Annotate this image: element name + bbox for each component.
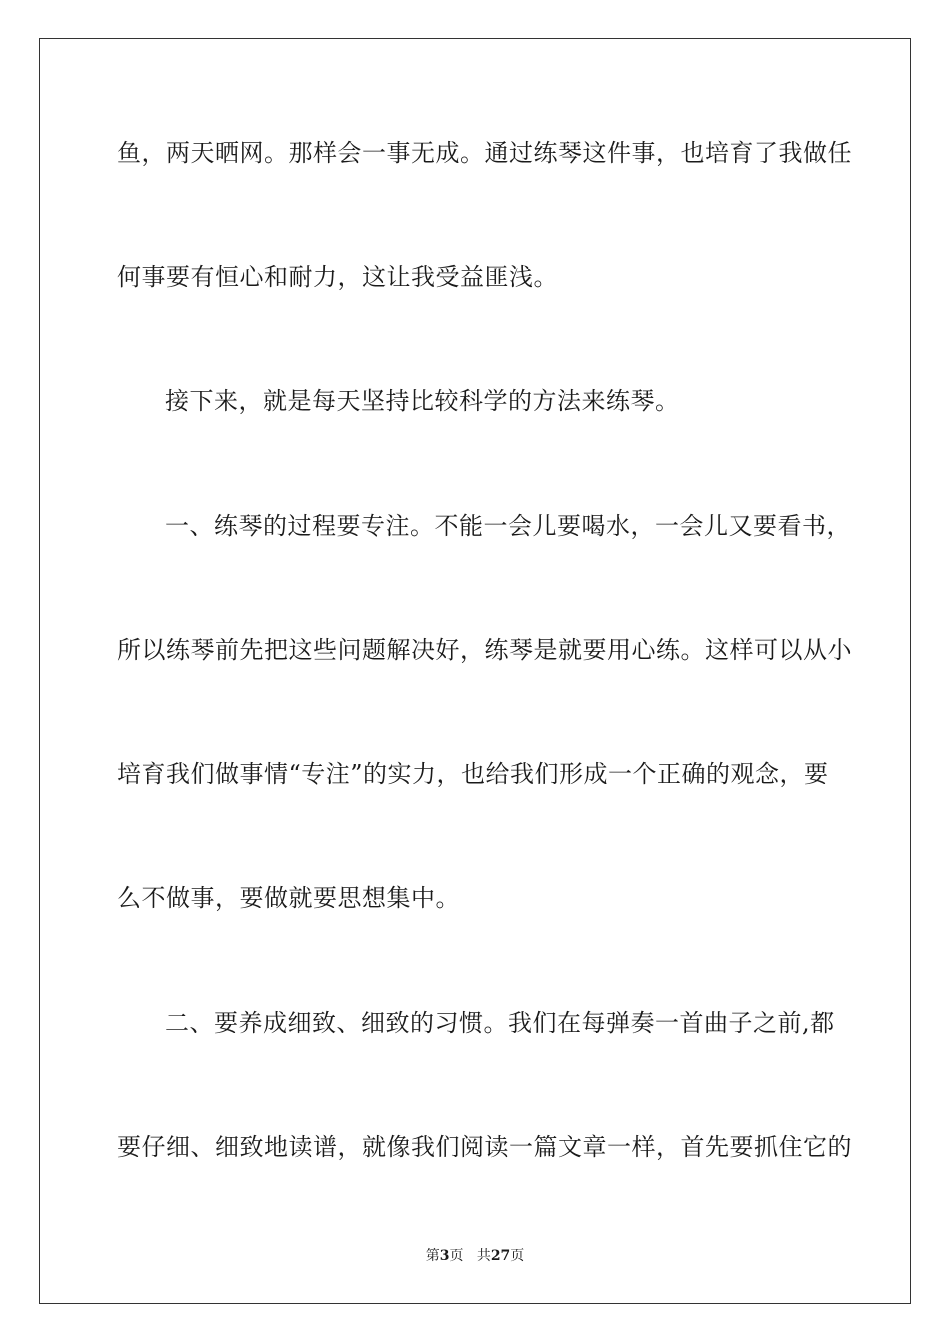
- footer-total-prefix: 共: [476, 1248, 491, 1264]
- paragraph-two-line-1: 二、要养成细致、细致的习惯。我们在每弹奏一首曲子之前,都: [165, 1009, 835, 1037]
- text-line-1: 鱼，两天晒网。那样会一事无成。通过练琴这件事，也培育了我做任: [117, 139, 852, 167]
- paragraph-two-line-2: 要仔细、细致地读谱，就像我们阅读一篇文章一样，首先要抓住它的: [117, 1133, 852, 1161]
- footer-total-pages: 27: [490, 1248, 511, 1264]
- paragraph-one-line-2: 所以练琴前先把这些问题解决好，练琴是就要用心练。这样可以从小: [117, 636, 852, 664]
- footer-page-suffix: 页: [449, 1248, 464, 1264]
- paragraph-one-line-4: 么不做事，要做就要思想集中。: [117, 884, 460, 912]
- page-footer: [0, 1246, 950, 1266]
- page-frame: [39, 38, 911, 1304]
- text-line-2: 何事要有恒心和耐力，这让我受益匪浅。: [117, 263, 558, 291]
- paragraph-intro: 接下来，就是每天坚持比较科学的方法来练琴。: [165, 387, 680, 415]
- paragraph-one-line-1: 一、练琴的过程要专注。不能一会儿要喝水，一会儿又要看书，: [165, 512, 851, 540]
- paragraph-one-line-3: 培育我们做事情“专注”的实力，也给我们形成一个正确的观念，要: [117, 760, 829, 788]
- footer-page-number: 3: [439, 1248, 450, 1264]
- footer-page-prefix: 第: [425, 1248, 440, 1264]
- footer-total-suffix: 页: [510, 1248, 525, 1264]
